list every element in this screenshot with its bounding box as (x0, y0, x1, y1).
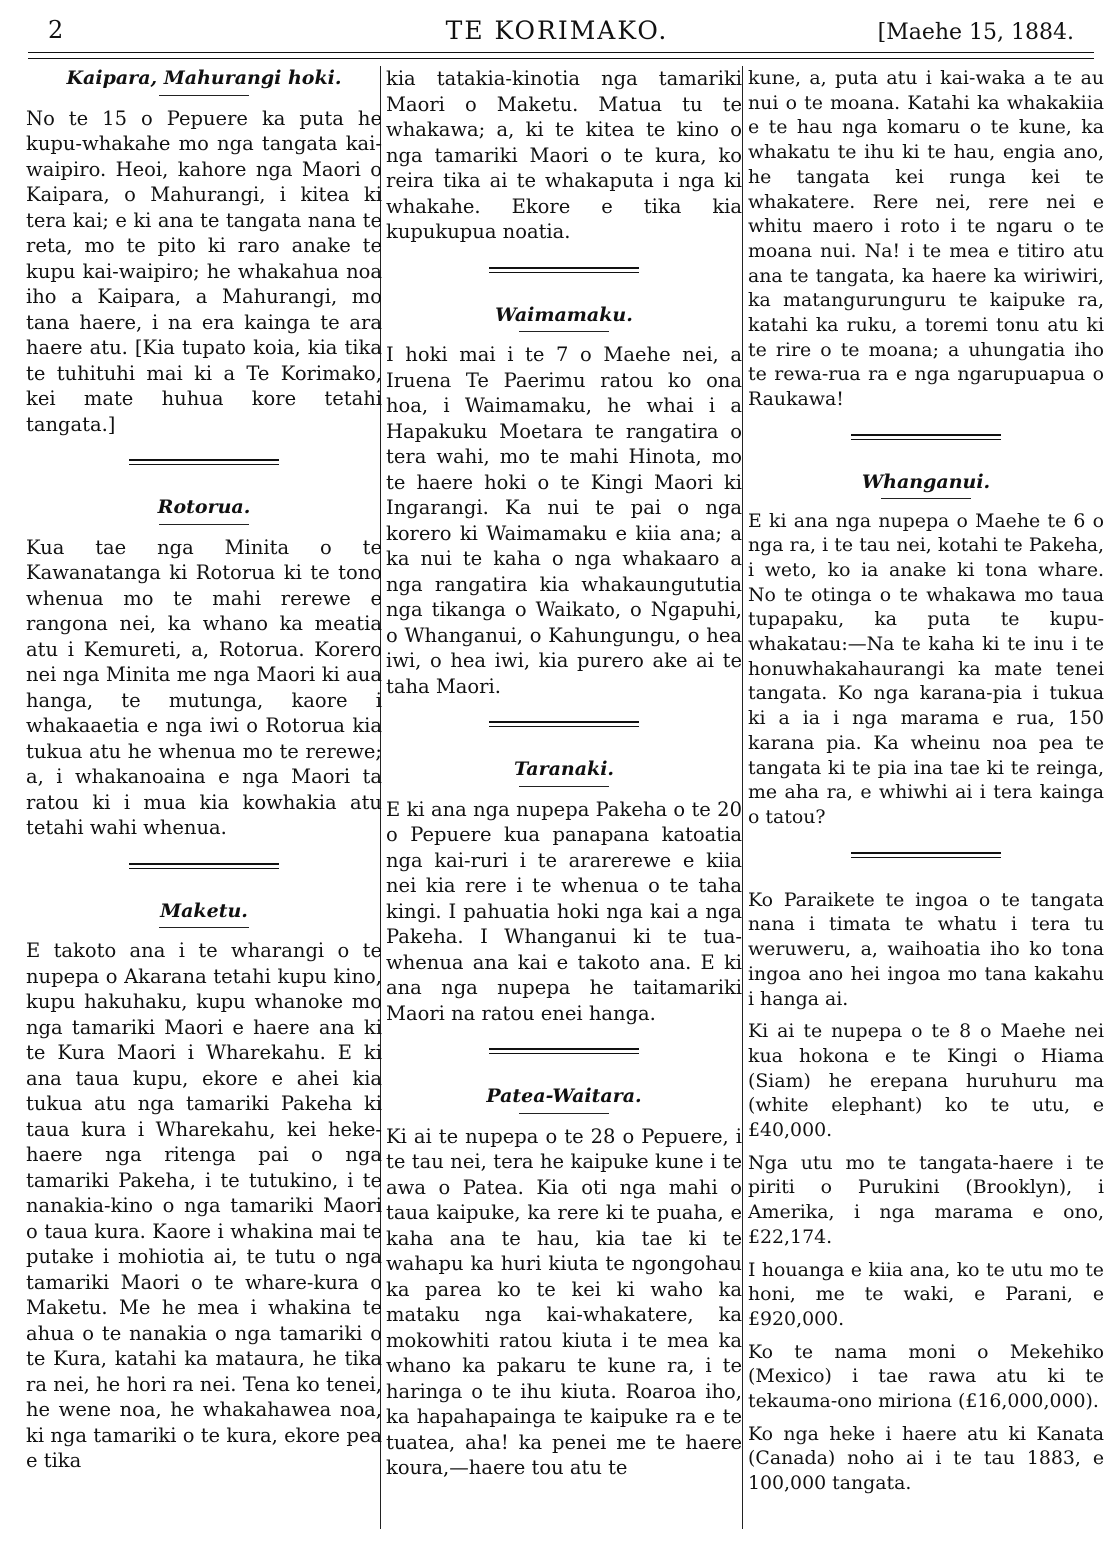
article-paragraph: I hoki mai i te 7 o Maehe nei, a Iruena Te Paerimu ratou ko ona hoa, i Waimamaku, he whai i a Hapakuku Moetara te rangatira o tera wahi, mo te mahi Hinota, mo te haere hoki o te Kingi Maori ki Ingarangi. Ka nui te pai o nga korero ki Waimamaku e kiia ana; a ka nui te kaha o nga whakaaro a nga rangatira kia whakaungututia nga tikanga o Waikato, o Ngapuhi, o Whanganui, o Kahungungu, o hea iwi, o hea iwi, kia purero ake ai te taha Maori. (386, 343, 742, 698)
article-paragraph: kia tatakia-kinotia nga tamariki Maori o Maketu. Matua tu te whakawa; a, ki te kitea te kino o nga tamariki Maori o te kura, ko reira tika ai te whakaputa i nga ki whakahe. Ekore e tika kia kupukupua noatia. (386, 67, 742, 243)
article-paragraph: I houanga e kiia ana, ko te utu mo te honi, me te waki, e Parani, e £920,000. (748, 1258, 1104, 1330)
column-2 (386, 66, 742, 1486)
section-divider (489, 267, 639, 273)
article-paragraph: E ki ana nga nupepa o Maehe te 6 o nga ra, i te tau nei, kotahi te Pakeha, i weto, ko ia anake ki tona whare. No te otinga o te whakawa mo taua tupapaku, ka puta te kupu-whakatau:—Na te kaha ki te inu i te honuwhakahaurangi ka mate tenei tangata. Ko nga karana-pia i tukua ki a ia i nga marama e rua, 150 karana pia. Ka wheinu noa pea te tangata ki te pia ina tae ki te reinga, me aha ra, e whiwhi ai i tera kainga o tatou? (748, 509, 1104, 828)
article-paragraph: Ki ai te nupepa o te 28 o Pepuere, i te tau nei, tera he kaipuke kune i te awa o Patea. Kia oti nga mahi o taua kaipuke, ka rere ki te puaha, e kaha ana te hau, kia tae ki te wahapu ka huri kiuta te ngongohau ka parea ko te kei ki waho ka mataku nga kai-whakatere, ka mokowhiti ratou kiuta i te mea ka whano ka pakaru te kune ra, i te haringa o te ihu kiuta. Roaroa iho, ka hapahapainga te kaipuke ra e te tuatea, aha! ka penei me te haere koura,—haere tou atu te (386, 1124, 742, 1479)
section-divider (489, 1048, 639, 1054)
article-heading: Whanganui. (861, 470, 991, 493)
article (386, 757, 742, 1026)
heading-underline (159, 927, 249, 928)
article (26, 495, 382, 841)
article-paragraph: Nga utu mo te tangata-haere i te piriti o Purukini (Brooklyn), i Amerika, i nga marama e ono, £22,174. (748, 1151, 1104, 1248)
article (386, 1084, 742, 1481)
article-heading: Maketu. (160, 899, 248, 922)
section-divider (129, 459, 279, 465)
heading-underline (159, 95, 249, 96)
article-paragraph: Kua tae nga Minita o te Kawanatanga ki Rotorua ki te tono whenua mo te mahi rerewe e rangona nei, ka whano ka meatia atu i Kemureti, a, Rotorua. Korero nei nga Minita me nga Maori ki aua hanga, te mutunga, kaore i whakaaetia e nga iwi o Rotorua kia tukua atu he whenua mo te rerewe; a, i whakanoaina e nga Maori ta ratou ki i mua kia kowhakia atu tetahi wahi whenua. (26, 535, 382, 839)
article-paragraph: Ko nga heke i haere atu ki Kanata (Canada) noho ai i te tau 1883, e 100,000 tangata. (748, 1422, 1104, 1495)
article-heading: Rotorua. (157, 496, 251, 518)
masthead-rule-thin (28, 58, 1094, 59)
column-1 (26, 66, 382, 1479)
article-heading: Kaipara, Mahurangi hoki. (66, 67, 342, 89)
column-3 (748, 66, 1104, 1501)
heading-underline (519, 1113, 609, 1114)
article-paragraph: No te 15 o Pepuere ka puta he kupu-whakahe mo nga tangata kai-waipiro. Heoi, kahore nga Maori o Kaipara, o Mahurangi, i kitea ki tera kai; e ki ana te tangata nana te reta, mo te pito ki raro anake te kupu kai-waipiro; he whakahua noa iho a Kaipara, a Mahurangi, mo tana haere, i na era kainga te ara haere atu. [Kia tupato koia, kia tika te tuhituhi mai ki a Te Korimako, kei mate huhua kore tetahi tangata.] (26, 106, 382, 436)
article-paragraph: E takoto ana i te wharangi o te nupepa o Akarana tetahi kupu kino, kupu hakuhaku, kupu whanoke mo nga tamariki Maori e haere ana ki te Kura Maori i Wharekahu. E ki ana taua kupu, ekore e ahei kia tukua atu nga tamariki Pakeha ki taua kura i Wharekahu, kei heke-haere nga ritenga pai o nga tamariki Pakeha, i te tutukino, i te nanakia-kino o nga tamariki Maori o taua kura. Kaore i whakina mai te putake i mohiotia ai, te tutu o nga tamariki Maori o te whare-kura o Maketu. Me he mea i whakina te ahua o te nanakia o nga tamariki o te Kura, katahi ka mataura, he tika ra nei, he hori ra nei. Tena ko tenei, he wene noa, he whakahawea noa, ki nga tamariki o te kura, ekore pea e tika (26, 939, 382, 1472)
article (386, 66, 742, 245)
article (748, 470, 1104, 830)
article-heading: Taranaki. (513, 758, 615, 780)
section-divider (851, 434, 1001, 440)
page-number: 2 (48, 16, 64, 44)
heading-underline (519, 331, 609, 332)
article-paragraph: Ki ai te nupepa o te 8 o Maehe nei kua hokona e te Kingi o Hiama (Siam) he erepana huruhuru ma (white elephant) ko te utu, e £40,000. (748, 1020, 1104, 1142)
section-divider (129, 863, 279, 869)
newspaper-title: TE KORIMAKO. (445, 16, 669, 45)
article-paragraph: kune, a, puta atu i kai-waka a te au nui o te moana. Katahi ka whakakiia e te hau nga komaru o te kune, ka whakatu te ihu ki te hau, engia ano, he tangata kei runga kei te whakatere. Rere nei, rere nei e whitu maero i roto i te ngaru o te moana nui. Na! i te mea e titiro atu ana te tangata, ka haere ka wiriwiri, ka matangurunguru te kaipuke ra, katahi ka ruku, a toremi tonu atu ki te rire o te moana; a uhungatia iho te rewa-rua ra e nga ngarupuapua o Raukawa! (748, 67, 1104, 411)
masthead-rule (28, 52, 1094, 53)
article-heading: Waimamaku. (495, 303, 633, 326)
column-rule (742, 66, 743, 1529)
article-paragraph: E ki ana nga nupepa Pakeha o te 20 o Pepuere kua panapana katoatia nga kai-ruri i te ararerewe e kiia nei kia rere i te whenua o te taha kingi. I pahuatia hoki nga kai a nga Pakeha. I Whanganui ki te tua-whenua ana kai e takoto ana. E ki ana nga nupepa he taitamariki Maori na ratou enei hanga. (386, 797, 742, 1025)
article (26, 66, 382, 437)
article (748, 888, 1104, 1496)
masthead (0, 0, 1114, 56)
article (26, 899, 382, 1474)
article-heading: Patea-Waitara. (486, 1085, 642, 1107)
article (748, 66, 1104, 412)
heading-underline (519, 786, 609, 787)
section-divider (851, 852, 1001, 858)
heading-underline (881, 498, 971, 499)
issue-date: [Maehe 15, 1884. (877, 20, 1074, 45)
article-paragraph: Ko te nama moni o Mekehiko (Mexico) i tae rawa atu ki te tekauma-ono miriona (£16,000,000). (748, 1340, 1104, 1413)
article (386, 303, 742, 700)
heading-underline (159, 524, 249, 525)
article-paragraph: Ko Paraikete te ingoa o te tangata nana i timata te whatu i tera tu weruweru, a, waihoatia iho ko tona ingoa ano hei ingoa mo tana kakahu i hanga ai. (748, 888, 1104, 1010)
section-divider (489, 721, 639, 727)
